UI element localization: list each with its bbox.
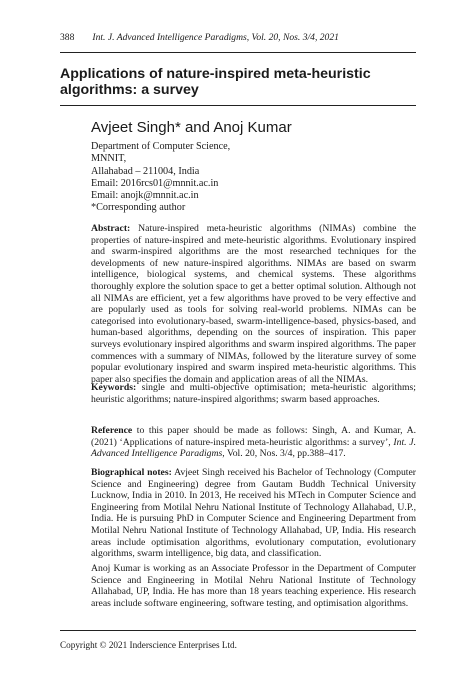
reference-text: to this paper should be made as follows: Singh, A. and Kumar, A. (2021) ‘Applications of nature-inspired meta-heuristic algorithms: a survey’,	[91, 425, 417, 448]
keywords-label: Keywords:	[91, 382, 137, 393]
biographical-notes	[91, 467, 416, 560]
copyright-footer: Copyright © 2021 Inderscience Enterprises Ltd.	[60, 640, 237, 650]
footer-rule	[60, 630, 416, 631]
bio-text-kumar: Anoj Kumar is working as an Associate Professor in the Department of Computer Science and Engineering in Motilal Nehru National Institute of Technology Allahabad, UP, India. He has more than 18 years teaching experience. His research areas include software engineering, software testing, and optimisation algorithms.	[91, 563, 416, 609]
running-head	[60, 32, 420, 43]
abstract-text: Nature-inspired meta-heuristic algorithms (NIMAs) combine the properties of nature-inspired and mete-heuristic algorithms. Evolutionary inspired and swarm-inspired algorithms are the most researched techniques for the developments of new nature-inspired algorithms. NIMAs are based on swarm intelligence, biological systems, and chemical systems. These algorithms thoroughly explore the solution space to get a better optimal solution. Although not all NIMAs are efficient, yet a few algorithms have proved to be very effective and are popularly used as tools for solving real-world problems. NIMAs can be categorised into evolutionary-based, swarm-intelligence-based, physics-based, and human-based algorithms, depending on the sources of inspiration. This paper surveys evolutionary inspired algorithms and swarm inspired algorithms. The paper commences with a summary of NIMAs, followed by the literature survey of some popular evolutionary inspired and swarm inspired meta-heuristic algorithms. This paper also specifies the domain and application areas of all the NIMAs.	[91, 223, 417, 385]
keywords	[91, 382, 416, 405]
email-line: Email: 2016rcs01@mnnit.ac.in	[91, 177, 219, 189]
affiliation-line: Department of Computer Science,	[91, 141, 231, 152]
reference	[91, 425, 416, 460]
corresponding-author-note: *Corresponding author	[91, 202, 186, 214]
journal-name: Int. J. Advanced Intelligence Paradigms, Vol. 20, Nos. 3/4, 2021	[92, 32, 339, 43]
bio-text-singh: Avjeet Singh received his Bachelor of Technology (Computer Science and Engineering) degree from Gautam Buddh Technical University Lucknow, India in 2010. In 2013, He received his MTech in Computer Science and Engineering from Motilal Nehru National Institute of Technology Allahabad, U.P., India. He is pursuing PhD in Computer Science and Engineering Department from Motilal Nehru National Institute of Technology Allahabad, UP, India. His research areas include optimisation algorithms, evolutionary computation, evolutionary algorithms, swarm intelligence, big data, and classification.	[91, 467, 416, 560]
reference-label: Reference	[91, 425, 133, 436]
paper-title: Applications of nature-inspired meta-heuristic algorithms: a survey	[60, 66, 371, 98]
affiliation-line: MNNIT,	[91, 153, 127, 165]
authors: Avjeet Singh* and Anoj Kumar	[91, 119, 292, 136]
affiliation	[91, 141, 230, 215]
abstract-label: Abstract:	[91, 223, 131, 234]
top-rule	[60, 52, 416, 53]
keywords-text: single and multi-objective optimisation; meta-heuristic algorithms; heuristic algorithms; nature-inspired algorithms; swarm based approaches.	[91, 382, 416, 405]
affiliation-line: Allahabad – 211004, India	[91, 165, 200, 177]
email-line: Email: anojk@mnnit.ac.in	[91, 190, 199, 202]
reference-volume: , Vol. 20, Nos. 3/4, pp.388–417.	[222, 448, 346, 460]
abstract	[91, 223, 416, 385]
page-number: 388	[60, 32, 75, 43]
title-rule	[60, 105, 416, 106]
reference-journal: Int. J. Advanced Intelligence Paradigms	[91, 436, 417, 460]
bio-label: Biographical notes:	[91, 467, 172, 478]
